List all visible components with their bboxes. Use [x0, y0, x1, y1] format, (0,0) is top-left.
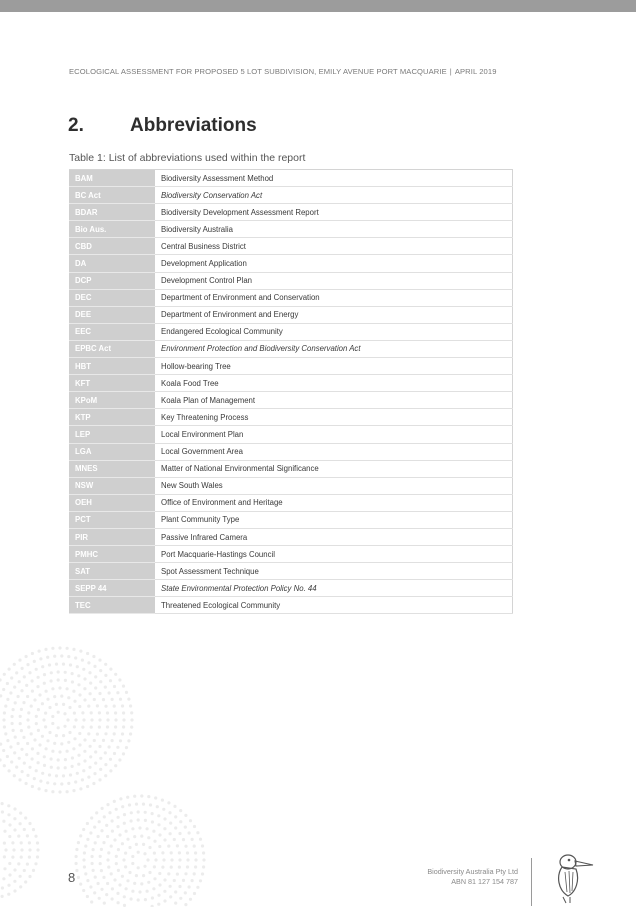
page-number: 8: [68, 870, 76, 885]
definition-cell: Koala Food Tree: [155, 375, 513, 392]
definition-cell: Biodiversity Development Assessment Report: [155, 204, 513, 221]
abbreviation-cell: DA: [69, 255, 155, 272]
definition-cell: Department of Environment and Conservation: [155, 289, 513, 306]
definition-cell: Environment Protection and Biodiversity Conservation Act: [155, 340, 513, 357]
definition-cell: Development Control Plan: [155, 272, 513, 289]
abbreviation-cell: SEPP 44: [69, 580, 155, 597]
table-row: [69, 546, 513, 563]
abbreviation-cell: DEC: [69, 289, 155, 306]
section-heading: [68, 115, 257, 137]
section-title: Abbreviations: [130, 115, 257, 136]
company-block: [427, 867, 518, 887]
definition-cell: Biodiversity Conservation Act: [155, 187, 513, 204]
table-row: [69, 375, 513, 392]
abbreviation-cell: BAM: [69, 170, 155, 187]
table-caption: Table 1: List of abbreviations used within the report: [69, 152, 306, 164]
table-row: [69, 323, 513, 340]
decorative-dot-pattern: [0, 600, 210, 907]
table-row: [69, 580, 513, 597]
definition-cell: State Environmental Protection Policy No. 44: [155, 580, 513, 597]
definition-cell: Matter of National Environmental Significance: [155, 460, 513, 477]
table-row: [69, 306, 513, 323]
abbreviation-cell: PIR: [69, 528, 155, 545]
definition-cell: Biodiversity Australia: [155, 221, 513, 238]
definition-cell: New South Wales: [155, 477, 513, 494]
definition-cell: Key Threatening Process: [155, 409, 513, 426]
abbreviation-cell: LEP: [69, 426, 155, 443]
table-row: [69, 204, 513, 221]
company-name: Biodiversity Australia Pty Ltd: [427, 867, 518, 876]
abbreviation-cell: DEE: [69, 306, 155, 323]
table-row: [69, 255, 513, 272]
table-row: [69, 358, 513, 375]
definition-cell: Endangered Ecological Community: [155, 323, 513, 340]
definition-cell: Local Environment Plan: [155, 426, 513, 443]
abbreviation-cell: KFT: [69, 375, 155, 392]
header-title: ECOLOGICAL ASSESSMENT FOR PROPOSED 5 LOT SUBDIVISION, EMILY AVENUE PORT MACQUARIE: [69, 67, 447, 76]
definition-cell: Spot Assessment Technique: [155, 563, 513, 580]
table-row: [69, 494, 513, 511]
definition-cell: Biodiversity Assessment Method: [155, 170, 513, 187]
abbreviation-cell: OEH: [69, 494, 155, 511]
table-row: [69, 221, 513, 238]
table-row: [69, 409, 513, 426]
abbreviation-cell: EPBC Act: [69, 340, 155, 357]
section-number: 2.: [68, 115, 84, 136]
company-abn: ABN 81 127 154 787: [451, 877, 518, 886]
definition-cell: Port Macquarie-Hastings Council: [155, 546, 513, 563]
abbreviation-cell: Bio Aus.: [69, 221, 155, 238]
abbreviation-cell: DCP: [69, 272, 155, 289]
abbreviation-cell: BDAR: [69, 204, 155, 221]
table-row: [69, 477, 513, 494]
definition-cell: Plant Community Type: [155, 511, 513, 528]
abbreviation-cell: LGA: [69, 443, 155, 460]
running-header: [69, 67, 549, 76]
abbreviation-cell: PMHC: [69, 546, 155, 563]
abbreviation-cell: CBD: [69, 238, 155, 255]
table-row: [69, 272, 513, 289]
table-row: [69, 563, 513, 580]
abbreviation-cell: TEC: [69, 597, 155, 614]
kookaburra-logo-icon: [548, 848, 596, 904]
abbreviations-table: [69, 169, 513, 614]
table-row: [69, 426, 513, 443]
abbreviation-cell: HBT: [69, 358, 155, 375]
abbreviation-cell: MNES: [69, 460, 155, 477]
header-separator: |: [449, 67, 452, 76]
table-row: [69, 170, 513, 187]
table-row: [69, 340, 513, 357]
table-row: [69, 238, 513, 255]
table-row: [69, 392, 513, 409]
definition-cell: Passive Infrared Camera: [155, 528, 513, 545]
definition-cell: Office of Environment and Heritage: [155, 494, 513, 511]
abbreviation-cell: SAT: [69, 563, 155, 580]
table-row: [69, 460, 513, 477]
abbreviation-cell: BC Act: [69, 187, 155, 204]
table-row: [69, 289, 513, 306]
abbreviation-cell: KPoM: [69, 392, 155, 409]
definition-cell: Threatened Ecological Community: [155, 597, 513, 614]
definition-cell: Central Business District: [155, 238, 513, 255]
table-row: [69, 511, 513, 528]
definition-cell: Hollow-bearing Tree: [155, 358, 513, 375]
footer-divider: [531, 858, 532, 906]
abbreviation-cell: PCT: [69, 511, 155, 528]
definition-cell: Local Government Area: [155, 443, 513, 460]
abbreviation-cell: EEC: [69, 323, 155, 340]
table-row: [69, 443, 513, 460]
abbreviation-cell: KTP: [69, 409, 155, 426]
top-bar: [0, 0, 636, 12]
definition-cell: Department of Environment and Energy: [155, 306, 513, 323]
definition-cell: Development Application: [155, 255, 513, 272]
header-date: APRIL 2019: [454, 67, 497, 76]
definition-cell: Koala Plan of Management: [155, 392, 513, 409]
abbreviation-cell: NSW: [69, 477, 155, 494]
table-row: [69, 187, 513, 204]
table-row: [69, 528, 513, 545]
